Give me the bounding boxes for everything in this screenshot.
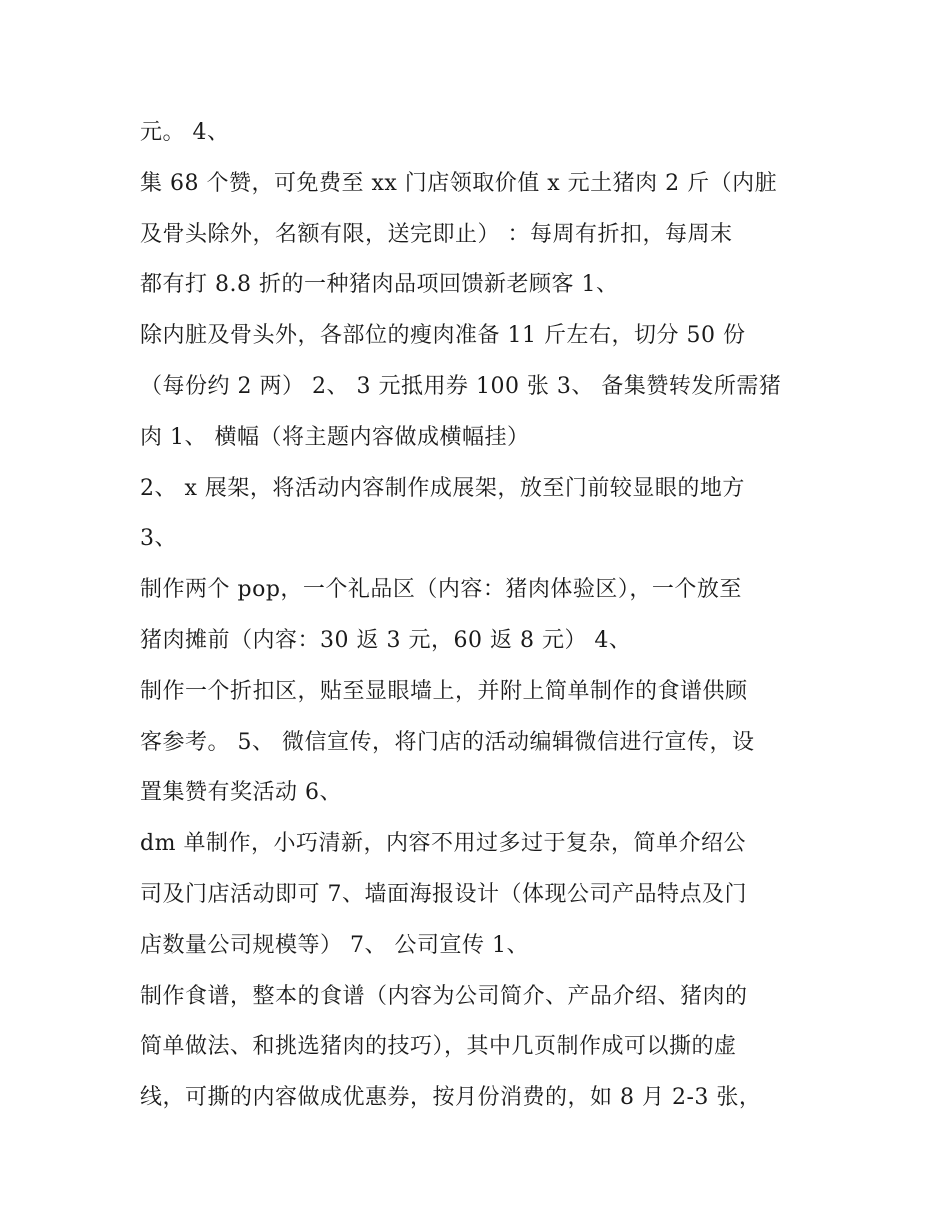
text-line: 集 68 个赞，可免费至 xx 门店领取价值 x 元土猪肉 2 斤（内脏 bbox=[140, 170, 778, 196]
text-line: 制作两个 pop，一个礼品区（内容：猪肉体验区），一个放至 bbox=[140, 577, 742, 603]
text-line: 制作食谱，整本的食谱（内容为公司简介、产品介绍、猪肉的 bbox=[140, 983, 748, 1009]
text-line: dm 单制作，小巧清新，内容不用过多过于复杂，简单介绍公 bbox=[140, 831, 746, 857]
text-line: 元。 4、 bbox=[140, 120, 230, 145]
text-line: 司及门店活动即可 7、墙面海报设计（体现公司产品特点及门 bbox=[140, 881, 747, 907]
text-line: 店数量公司规模等） 7、 公司宣传 1、 bbox=[140, 932, 529, 958]
text-line: 都有打 8.8 折的一种猪肉品项回馈新老顾客 1、 bbox=[140, 272, 619, 298]
text-line: 肉 1、 横幅（将主题内容做成横幅挂） bbox=[140, 424, 530, 450]
text-line: 及骨头除外，名额有限，送完即止） ：每周有折扣，每周末 bbox=[140, 221, 733, 247]
text-line: 制作一个折扣区，贴至显眼墙上，并附上简单制作的食谱供顾 bbox=[140, 678, 748, 704]
document-body bbox=[140, 108, 820, 1124]
text-line: 除内脏及骨头外，各部位的瘦肉准备 11 斤左右，切分 50 份 bbox=[140, 323, 746, 349]
text-line: 猪肉摊前（内容：30 返 3 元，60 返 8 元） 4、 bbox=[140, 627, 632, 653]
text-line: 置集赞有奖活动 6、 bbox=[140, 780, 342, 806]
text-line: 线，可撕的内容做成优惠券，按月份消费的，如 8 月 2-3 张， bbox=[140, 1085, 762, 1111]
text-line: 2、 x 展架，将活动内容制作成展架，放至门前较显眼的地方 bbox=[140, 475, 745, 501]
text-line: （每份约 2 两） 2、 3 元抵用券 100 张 3、 备集赞转发所需猪 bbox=[140, 373, 782, 399]
text-line: 简单做法、和挑选猪肉的技巧），其中几页制作成可以撕的虚 bbox=[140, 1034, 737, 1060]
text-line: 客参考。 5、 微信宣传，将门店的活动编辑微信进行宣传，设 bbox=[140, 729, 755, 755]
text-line: 3、 bbox=[140, 526, 177, 552]
